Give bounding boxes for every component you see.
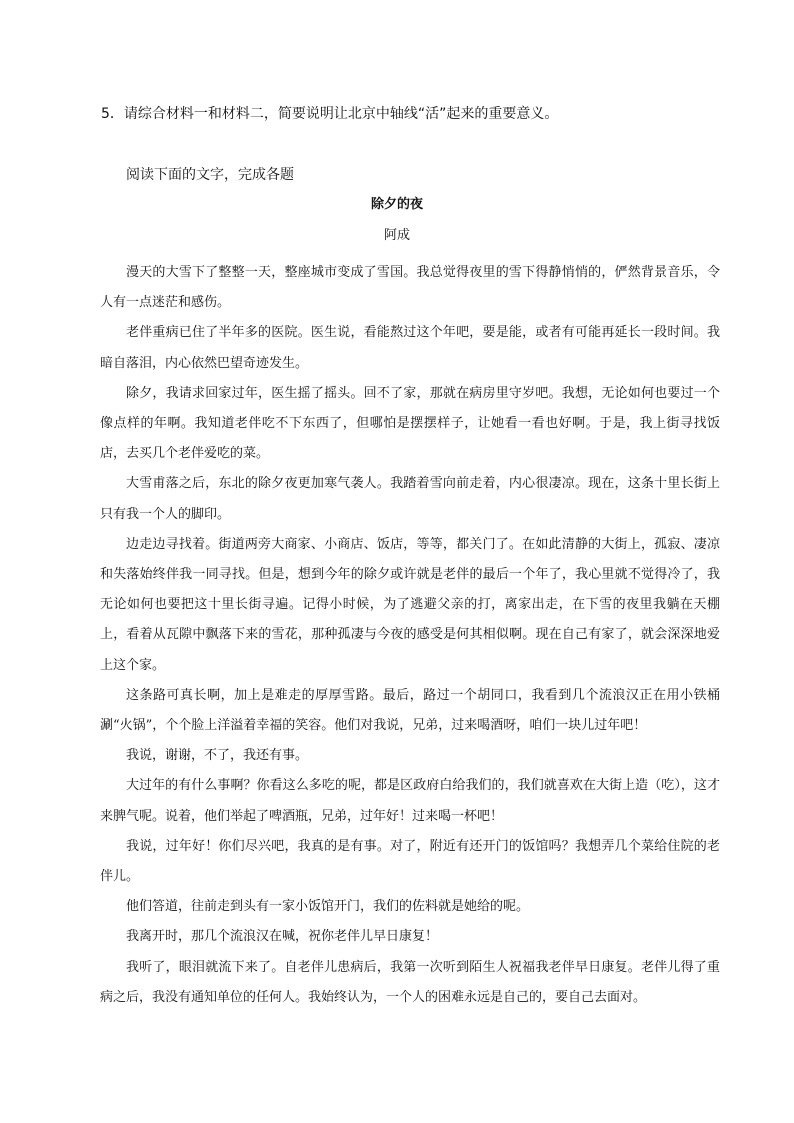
paragraph: 他们答道，往前走到头有一家小饭馆开门，我们的佐料就是她给的呢。: [126, 899, 530, 915]
paragraph: 大过年的有什么事啊？你看这么多吃的呢，都是区政府白给我们的，我们就喜欢在大街上造（吃），这才来脾气呢。说着，他们举起了啤酒瓶，兄弟，过年好！过来喝一杯吧！: [100, 778, 720, 824]
paragraph: 边走边寻找着。街道两旁大商家、小商店、饭店，等等，都关门了。在如此清静的大街上，孤寂、凄凉和失落始终伴我一同寻找。但是，想到今年的除夕或许就是老伴的最后一个年了，我心里就不觉得冷了，我无论如何也要把这十里长街寻遍。记得小时候，为了逃避父亲的打，离家出走，在下雪的夜里我躺在天棚上，看着从瓦隙中飘落下来的雪花，那种孤凄与今夜的感受是何其相似啊。现在自己有家了，就会深深地爱上这个家。: [100, 536, 720, 673]
paragraph: 这条路可真长啊，加上是难走的厚厚雪路。最后，路过一个胡同口，我看到几个流浪汉正在用小铁桶涮“火锅”，个个脸上洋溢着幸福的笑容。他们对我说，兄弟，过来喝酒呀，咱们一块儿过年吧！: [100, 687, 720, 734]
article-title: 除夕的夜: [370, 197, 423, 212]
paragraph: 老伴重病已住了半年多的医院。医生说，看能熬过这个年吧，要是能，或者有可能再延长一段时间。我暗自落泪，内心依然巴望奇迹发生。: [100, 325, 720, 371]
question-5: 5．请综合材料一和材料二，简要说明让北京中轴线“活”起来的重要意义。: [101, 106, 559, 122]
paragraph: 大雪甫落之后，东北的除夕夜更加寒气袭人。我踏着雪向前走着，内心很凄凉。现在，这条十里长街上只有我一个人的脚印。: [100, 476, 720, 522]
paragraph: 我听了，眼泪就流下来了。自老伴儿患病后，我第一次听到陌生人祝福我老伴早日康复。老伴儿得了重病之后，我没有通知单位的任何人。我始终认为，一个人的困难永远是自己的，要自己去面对。: [100, 959, 720, 1005]
paragraph: 除夕，我请求回家过年，医生摇了摇头。回不了家，那就在病房里守岁吧。我想，无论如何也要过一个像点样的年啊。我知道老伴吃不下东西了，但哪怕是摆摆样子，让她看一看也好啊。于是，我上街寻找饭店，去买几个老伴爱吃的菜。: [100, 385, 720, 462]
paragraph: 我说，谢谢，不了，我还有事。: [126, 748, 309, 764]
paragraph: 我说，过年好！你们尽兴吧，我真的是有事。对了，附近有还开门的饭馆吗？我想弄几个菜给住院的老伴儿。: [100, 838, 720, 885]
paragraph: 漫天的大雪下了整整一天，整座城市变成了雪国。我总觉得夜里的雪下得静悄悄的，俨然背景音乐，令人有一点迷茫和感伤。: [100, 265, 720, 311]
paragraph: 我离开时，那几个流浪汉在喊，祝你老伴儿早日康复！: [126, 929, 439, 945]
article-author: 阿成: [383, 228, 410, 243]
article-body: [100, 258, 720, 1013]
reading-instruction: 阅读下面的文字，完成各题: [126, 167, 294, 183]
